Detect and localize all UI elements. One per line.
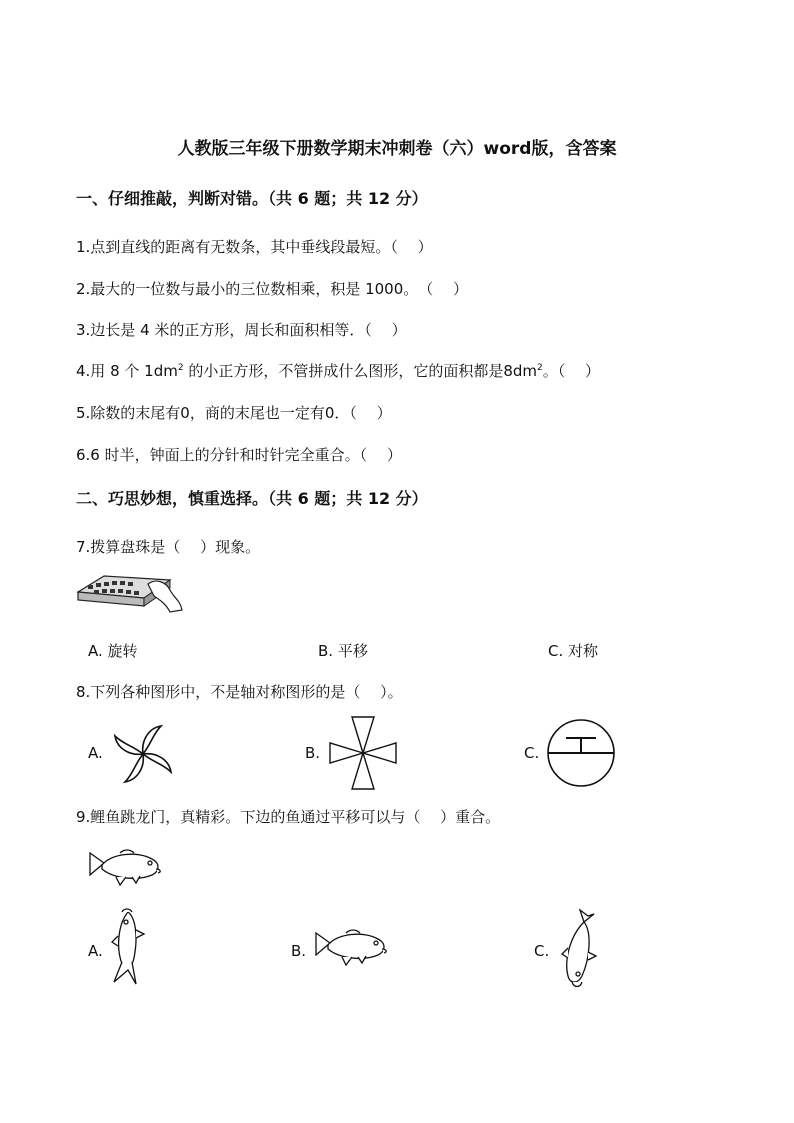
question-1: 1.点到直线的距离有无数条，其中垂线段最短。（ ） xyxy=(76,238,433,256)
question-3: 3.边长是 4 米的正方形，周长和面积相等．（ ） xyxy=(76,321,407,339)
section-1-heading: 一、仔细推敲，判断对错。（共 6 题；共 12 分） xyxy=(76,189,428,208)
question-5: 5.除数的末尾有0，商的末尾也一定有0．（ ） xyxy=(76,404,392,422)
carp-fish-icon xyxy=(106,908,150,988)
q9-option-b: B. xyxy=(291,942,307,960)
q7-option-c: C. 对称 xyxy=(548,642,599,660)
question-9: 9.鲤鱼跳龙门，真精彩。下边的鱼通过平移可以与（ ）重合。 xyxy=(76,808,501,826)
question-4-part-1: 4.用 8 个 1dm xyxy=(76,362,178,380)
abacus-hand-icon xyxy=(74,570,184,616)
q8-option-c: C. xyxy=(524,744,540,762)
question-8: 8.下列各种图形中，不是轴对称图形的是（ ）。 xyxy=(76,683,403,701)
question-4 xyxy=(76,360,600,381)
carp-fish-icon xyxy=(86,845,164,889)
question-4-sup-2: 2 xyxy=(537,363,543,373)
question-6: 6.6 时半，钟面上的分针和时针完全重合。（ ） xyxy=(76,446,402,464)
q9-option-a: A. xyxy=(88,942,103,960)
question-4-part-3: 。（ ） xyxy=(542,362,601,380)
question-4-sup-1: 2 xyxy=(177,363,184,373)
carp-fish-icon xyxy=(312,925,390,969)
section-2-heading: 二、巧思妙想，慎重选择。（共 6 题；共 12 分） xyxy=(76,489,428,508)
q8-option-b: B. xyxy=(305,744,321,762)
page-title: 人教版三年级下册数学期末冲刺卷（六）word版，含答案 xyxy=(177,139,617,159)
crossed-triangles-icon xyxy=(328,715,398,791)
question-7: 7.拨算盘珠是（ ）现象。 xyxy=(76,538,261,556)
q7-option-a: A. 旋转 xyxy=(88,642,138,660)
q7-option-b: B. 平移 xyxy=(318,642,368,660)
circle-with-bars-icon xyxy=(546,718,616,788)
question-2: 2.最大的一位数与最小的三位数相乘，积是 1000。 （ ） xyxy=(76,280,469,298)
carp-fish-icon xyxy=(558,908,602,990)
four-blade-pinwheel-icon xyxy=(108,720,178,788)
question-4-part-2: 的小正方形，不管拼成什么图形，它的面积都是8dm xyxy=(183,362,538,380)
q8-option-a: A. xyxy=(88,744,103,762)
q9-option-c: C. xyxy=(534,942,550,960)
